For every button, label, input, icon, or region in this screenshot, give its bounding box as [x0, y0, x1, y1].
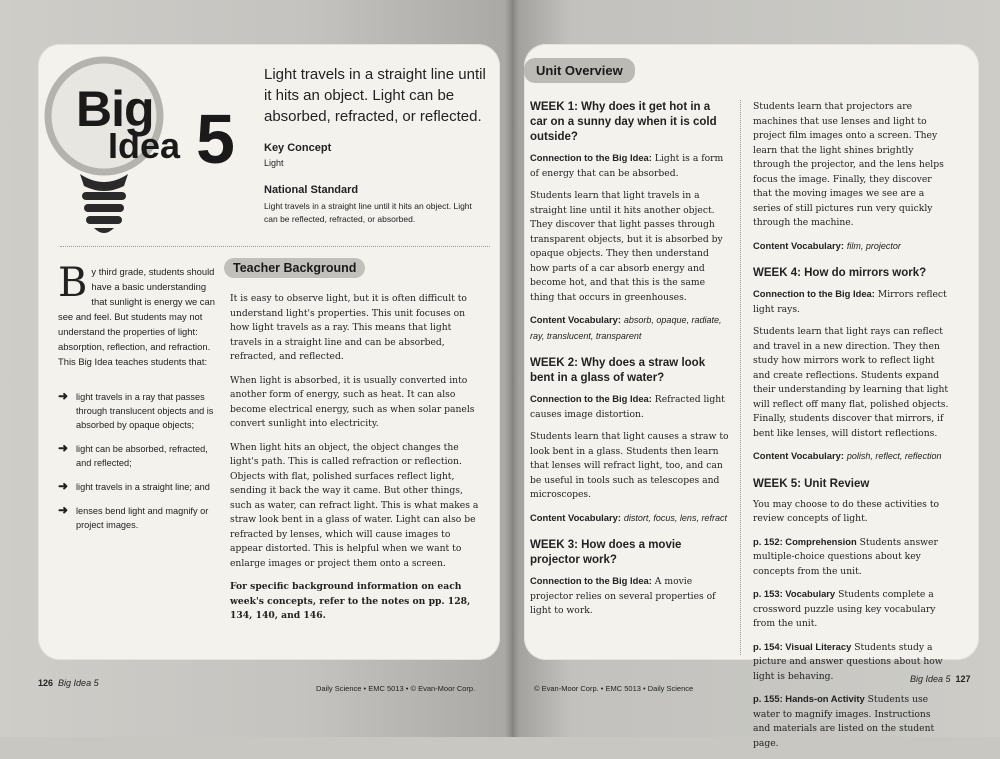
- national-standard-value: Light travels in a straight line until it hits an object. Light can be reflected, refracted, or absorbed.: [264, 201, 472, 224]
- teacher-background-heading: Teacher Background: [224, 258, 365, 278]
- review-item: [753, 692, 949, 751]
- list-item: [58, 442, 218, 470]
- national-standard-title: National Standard: [264, 184, 359, 196]
- week-3-body: Students learn that projectors are machines that use lenses and light to project film images onto a screen. They learn that the light shines brightly through the projector, and the lens helps focus the image. Finally, they discover that the moving images we see are a series of still pictures run very quickly through the machine.: [753, 101, 944, 228]
- review-label: p. 155: Hands-on Activity: [753, 693, 865, 704]
- teacher-background-body: [230, 292, 484, 633]
- left-page-footer: [38, 678, 99, 688]
- list-item-text: lenses bend light and magnify or project images.: [76, 506, 209, 530]
- page-number: 126: [38, 678, 54, 688]
- paragraph: It is easy to observe light, but it is often difficult to understand light's properties. This unit focuses on how light travels as a ray. This means that light travels in a straight line and can be absorbed, refracted, and reflected.: [230, 293, 467, 362]
- list-item: [58, 504, 218, 532]
- review-label: p. 153: Vocabulary: [753, 588, 836, 599]
- week-2-vocab: [530, 511, 730, 527]
- vocab-label: Content Vocabulary:: [530, 314, 621, 325]
- list-item-text: light travels in a straight line; and: [76, 482, 210, 492]
- vocab-list: polish, reflect, reflection: [846, 451, 942, 461]
- key-concept-value: Light: [264, 158, 284, 168]
- arrow-icon: ➜: [58, 503, 69, 517]
- week-3-heading: WEEK 3: How does a movie projector work?: [530, 539, 682, 566]
- review-item: [753, 587, 949, 632]
- week-1-connection: [530, 151, 730, 181]
- divider: [60, 246, 490, 247]
- week-3-connection: [530, 574, 730, 619]
- connection-text: Refracted light causes image distortion.: [530, 394, 725, 420]
- right-credit: © Evan-Moor Corp. • EMC 5013 • Daily Science: [534, 684, 694, 693]
- review-label: p. 152: Comprehension: [753, 535, 857, 547]
- review-text: Students answer multiple-choice questions about key concepts from the unit.: [753, 536, 938, 577]
- big-idea-statement: Light travels in a straight line until it hits an object. Light can be absorbed, refracted, or reflected.: [264, 66, 486, 125]
- connection-label: Connection to the Big Idea:: [530, 393, 652, 404]
- connection-label: Connection to the Big Idea:: [530, 575, 652, 586]
- intro-text: y third grade, students should have a basic understanding that sunlight is energy we can see and feel. But students may not understand the properties of light: absorption, reflection, and refraction. This Big Idea teaches students that:: [58, 266, 215, 367]
- vocab-list: film, projector: [846, 240, 901, 251]
- week-2-heading: WEEK 2: Why does a straw look bent in a glass of water?: [530, 357, 706, 384]
- connection-text: Mirrors reflect light rays.: [753, 289, 947, 315]
- list-item: [58, 390, 218, 432]
- section-name: Big Idea 5: [58, 678, 99, 688]
- connection-label: Connection to the Big Idea:: [753, 288, 875, 299]
- drop-cap: B: [58, 260, 88, 306]
- logo-idea: Idea: [108, 125, 181, 166]
- arrow-icon: ➜: [58, 479, 69, 493]
- vocab-label: Content Vocabulary:: [753, 239, 844, 251]
- vocab-label: Content Vocabulary:: [753, 450, 844, 461]
- review-text: Students study a picture and answer questions about how light is behaving.: [753, 641, 943, 682]
- vocab-list: absorb, opaque, radiate, ray, translucent, transparent: [530, 315, 722, 341]
- right-page-footer: [910, 674, 971, 684]
- week-4-heading: WEEK 4: How do mirrors work?: [753, 267, 927, 279]
- week-3-vocab: [753, 239, 949, 255]
- connection-text: Light is a form of energy that can be absorbed.: [530, 153, 724, 179]
- week-4-body: Students learn that light rays can reflect and travel in a new direction. They then study how mirrors work to reflect light and create reflections. Students expand their understanding by learning that light will reflect off many flat, polished objects. Finally, students discover that mirrors, if bent like lenses, will distort reflections.: [753, 326, 949, 439]
- page-number: 127: [955, 674, 971, 684]
- week-1-heading: WEEK 1: Why does it get hot in a car on a sunny day when it is cold outside?: [530, 101, 717, 143]
- left-credit: Daily Science • EMC 5013 • © Evan-Moor Corp.: [316, 684, 476, 693]
- overview-column-1: [530, 100, 730, 627]
- week-4-vocab: [753, 449, 949, 465]
- paragraph: When light hits an object, the object changes the light's path. This is called refraction or reflection. Objects with flat, polished surfaces reflect light, sending it back the way it came. But other things, such as water, can refract light. This is what makes a straw look bent in a glass of water. Light can also be refracted by lenses, which will cause images to appear distorted. This is helpful when we want to enlarge images or project them onto a screen.: [230, 441, 479, 569]
- vocab-list: distort, focus, lens, refract: [623, 512, 727, 523]
- week-1-body: Students learn that light travels in a straight line until it hits another object. They discover that light passes through transparent objects, but it is absorbed by opaque objects. They then understand how parts of a car absorb energy and become hot, and that this is the same thing that occurs in greenhouses.: [530, 190, 723, 303]
- column-divider: [740, 100, 741, 655]
- review-item: [753, 535, 949, 580]
- overview-column-2: [753, 100, 949, 759]
- logo-big: Big: [76, 81, 154, 137]
- connection-label: Connection to the Big Idea:: [530, 152, 652, 163]
- unit-overview-heading: Unit Overview: [524, 58, 635, 83]
- book-gutter: [505, 0, 519, 737]
- key-concept-title: Key Concept: [264, 142, 332, 154]
- background-note: For specific background information on each week's concepts, refer to the notes on pp. 128, 134, 140, and 146.: [230, 581, 471, 621]
- week-1-vocab: [530, 313, 730, 344]
- review-text: Students complete a crossword puzzle using key vocabulary from the unit.: [753, 589, 936, 629]
- arrow-icon: ➜: [58, 389, 69, 403]
- review-intro: You may choose to do these activities to review concepts of light.: [753, 498, 940, 524]
- paragraph: When light is absorbed, it is usually converted into another form of energy, such as heat. It can also become electrical energy, such as when solar panels convert sunlight into electricity.: [230, 374, 475, 429]
- connection-text: A movie projector relies on several properties of light to work.: [530, 576, 716, 616]
- week-4-connection: [753, 287, 949, 317]
- logo-number: 5: [196, 100, 235, 178]
- arrow-icon: ➜: [58, 441, 69, 455]
- vocab-label: Content Vocabulary:: [530, 511, 621, 523]
- week-5-heading: WEEK 5: Unit Review: [753, 477, 870, 490]
- intro-paragraph: [58, 260, 218, 369]
- list-item-text: light can be absorbed, refracted, and reflected;: [76, 444, 208, 468]
- review-text: Students use water to magnify images. Instructions and materials are listed on the student page.: [753, 694, 935, 749]
- list-item: [58, 480, 218, 494]
- week-2-body: Students learn that light causes a straw to look bent in a glass. Students then learn that lenses will refract light, too, and can be useful in tools such as telescopes and microscopes.: [530, 431, 729, 500]
- learning-goals-list: [58, 390, 218, 542]
- review-label: p. 154: Visual Literacy: [753, 640, 852, 652]
- week-2-connection: [530, 392, 730, 422]
- list-item-text: light travels in a ray that passes through translucent objects and is absorbed by opaque objects;: [76, 392, 214, 430]
- section-name: Big Idea 5: [910, 674, 951, 684]
